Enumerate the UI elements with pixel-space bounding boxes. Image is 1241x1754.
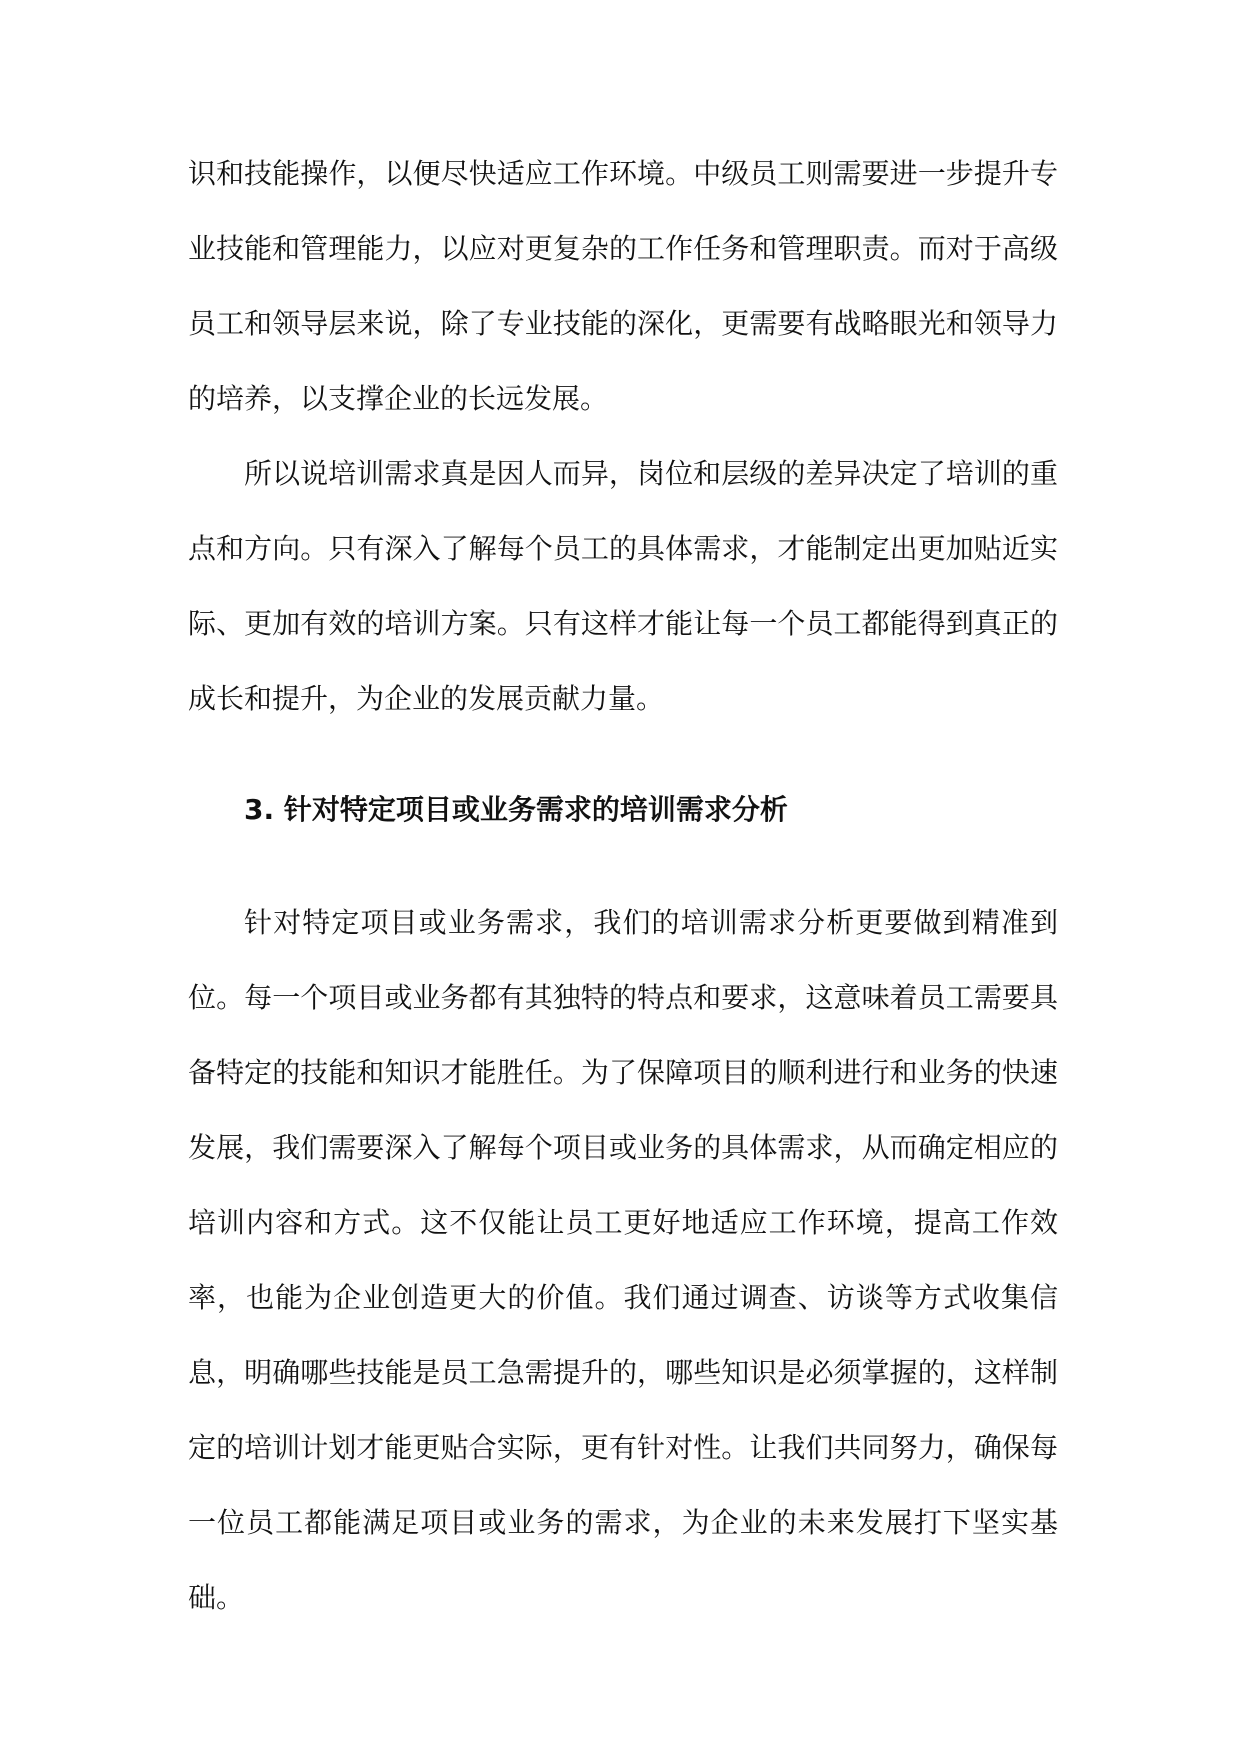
paragraph-project-training-analysis: 针对特定项目或业务需求，我们的培训需求分析更要做到精准到位。每一个项目或业务都有其独特的特点和要求，这意味着员工需要具备特定的技能和知识才能胜任。为了保障项目的顺利进行和业务的快速发展，我们需要深入了解每个项目或业务的具体需求，从而确定相应的培训内容和方式。这不仅能让员工更好地适应工作环境，提高工作效率，也能为企业创造更大的价值。我们通过调查、访谈等方式收集信息，明确哪些技能是员工急需提升的，哪些知识是必须掌握的，这样制定的培训计划才能更贴合实际，更有针对性。让我们共同努力，确保每一位员工都能满足项目或业务的需求，为企业的未来发展打下坚实基础。 <box>188 906 1058 1614</box>
section-heading: 3. 针对特定项目或业务需求的培训需求分析 <box>244 793 788 826</box>
paragraph-training-needs-vary: 所以说培训需求真是因人而异，岗位和层级的差异决定了培训的重点和方向。只有深入了解每个员工的具体需求，才能制定出更加贴近实际、更加有效的培训方案。只有这样才能让每一个员工都能得到真正的成长和提升，为企业的发展贡献力量。 <box>188 457 1058 715</box>
continuation-paragraph: 识和技能操作，以便尽快适应工作环境。中级员工则需要进一步提升专业技能和管理能力，以应对更复杂的工作任务和管理职责。而对于高级员工和领导层来说，除了专业技能的深化，更需要有战略眼光和领导力的培养，以支撑企业的长远发展。 <box>188 157 1058 415</box>
